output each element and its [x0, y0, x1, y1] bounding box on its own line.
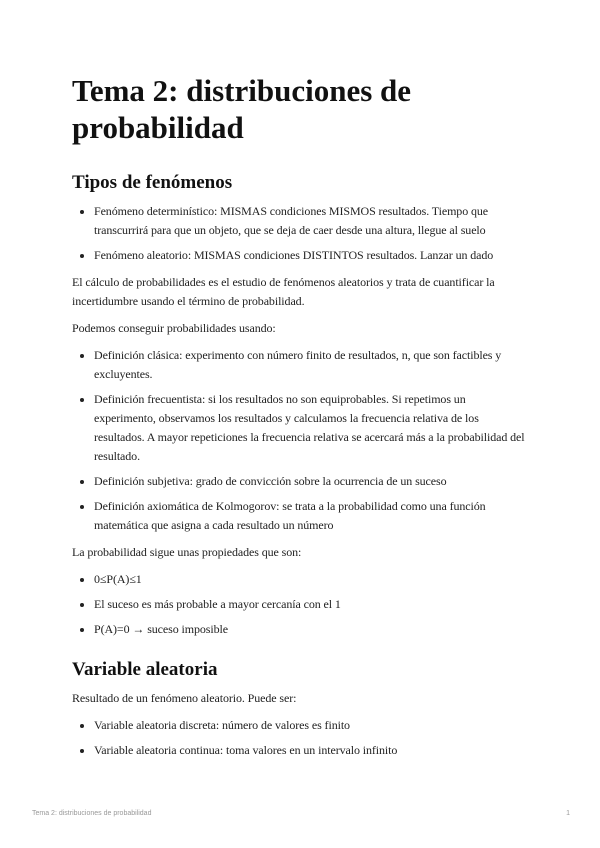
paragraph: La probabilidad sigue unas propiedades que son:: [72, 545, 302, 559]
bullet-icon: [80, 628, 84, 632]
bullet-icon: [80, 480, 84, 484]
list-item: El suceso es más probable a mayor cercanía con el 1: [72, 595, 528, 614]
variables-list: [72, 716, 528, 760]
paragraph: El cálculo de probabilidades es el estudio de fenómenos aleatorios y trata de cuantificar la incertidumbre usando el término de probabilidad.: [72, 275, 495, 308]
phenomena-list: [72, 202, 528, 265]
bullet-icon: [80, 749, 84, 753]
list-item: Definición subjetiva: grado de convicción sobre la ocurrencia de un suceso: [72, 472, 528, 491]
bullet-icon: [80, 354, 84, 358]
document-page: [72, 72, 528, 768]
list-item: P(A)=0 → suceso imposible: [72, 620, 528, 639]
list-item: Variable aleatoria continua: toma valores en un intervalo infinito: [72, 741, 528, 760]
definitions-list: [72, 346, 528, 535]
page-number: 1: [566, 810, 570, 817]
paragraph: Podemos conseguir probabilidades usando:: [72, 321, 276, 335]
bullet-icon: [80, 210, 84, 214]
list-item: Definición frecuentista: si los resultados no son equiprobables. Si repetimos un experimento, observamos los resultados y calculamos la frecuencia relativa de los resultados. A mayor repeticiones la frecuencia relativa se acercará más a la probabilidad del resultado.: [72, 390, 528, 466]
bullet-icon: [80, 603, 84, 607]
bullet-icon: [80, 724, 84, 728]
page-title: Tema 2: distribuciones de probabilidad: [72, 73, 412, 145]
list-item: Variable aleatoria discreta: número de valores es finito: [72, 716, 528, 735]
list-item: Definición clásica: experimento con número finito de resultados, n, que son factibles y excluyentes.: [72, 346, 528, 384]
section-heading-tipos: Tipos de fenómenos: [72, 172, 233, 193]
bullet-icon: [80, 398, 84, 402]
bullet-icon: [80, 578, 84, 582]
list-item: Fenómeno aleatorio: MISMAS condiciones DISTINTOS resultados. Lanzar un dado: [72, 246, 528, 265]
bullet-icon: [80, 254, 84, 258]
paragraph: Resultado de un fenómeno aleatorio. Puede ser:: [72, 691, 297, 705]
page-footer: [32, 810, 570, 817]
footer-title: Tema 2: distribuciones de probabilidad: [32, 810, 152, 817]
bullet-icon: [80, 505, 84, 509]
list-item: Definición axiomática de Kolmogorov: se trata a la probabilidad como una función matemática que asigna a cada resultado un número: [72, 497, 528, 535]
properties-list: [72, 570, 528, 639]
list-item: Fenómeno determinístico: MISMAS condiciones MISMOS resultados. Tiempo que transcurrirá para que un objeto, que se deja de caer desde una altura, llegue al suelo: [72, 202, 528, 240]
list-item: 0≤P(A)≤1: [72, 570, 528, 589]
section-heading-variable: Variable aleatoria: [72, 659, 218, 680]
